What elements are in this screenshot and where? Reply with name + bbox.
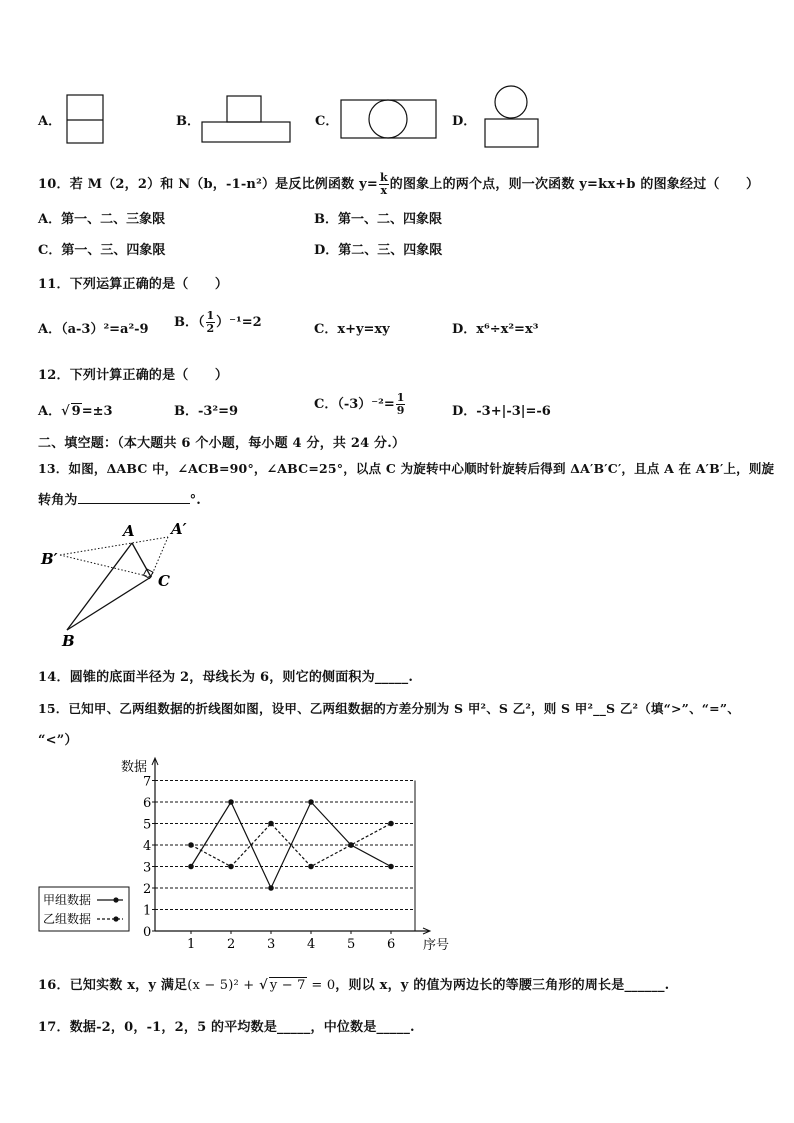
chart-y-axis-label: 数据 xyxy=(121,760,148,775)
q13-segment-b2c xyxy=(60,555,151,577)
chart-x-tick-label: 6 xyxy=(387,937,396,952)
legend-label-series-1: 甲组数据 xyxy=(43,893,92,907)
q12-stem: 12．下列计算正确的是（ ） xyxy=(38,368,229,383)
legend-marker-series-1 xyxy=(113,897,118,902)
q9-option-c-label: C． xyxy=(315,114,339,129)
chart-x-tick-label: 3 xyxy=(267,937,276,952)
chart-y-tick-label: 4 xyxy=(143,839,152,854)
q13-label-c: C xyxy=(158,572,170,590)
chart-y-tick-label: 0 xyxy=(143,925,152,940)
chart-point-series-2 xyxy=(388,821,394,827)
chart-y-tick-label: 5 xyxy=(143,817,152,833)
q13-label-b-prime: B′ xyxy=(41,550,58,568)
chart-y-tick-label: 1 xyxy=(143,903,152,919)
q9-option-b-figure xyxy=(200,95,294,145)
chart-x-tick-label: 2 xyxy=(227,937,236,952)
q16-stem: 16．已知实数 x，y 满足(x − 5)² + √ y − 7 = 0，则以 x，y 的值为两边长的等腰三角形的周长是______. xyxy=(38,978,670,993)
q13-label-a: A xyxy=(123,522,135,540)
q11-option-a: A．（a-3）²=a²-9 xyxy=(38,322,149,337)
q13-segment-a2c xyxy=(151,537,168,577)
q12-option-d: D．-3+|-3|=-6 xyxy=(452,404,551,419)
q12-option-c: C．（-3）⁻²= $\frac{1}{9}$ xyxy=(314,391,405,417)
chart-y-tick-label: 2 xyxy=(143,882,152,897)
chart-point-series-1 xyxy=(188,864,194,870)
chart-point-series-1 xyxy=(308,799,314,805)
chart-point-series-1 xyxy=(228,799,234,805)
q12-option-a: A．√ 9=±3 xyxy=(38,404,113,419)
q11-option-d: D．x⁶÷x²=x³ xyxy=(452,322,539,337)
q11-stem: 11．下列运算正确的是（ ） xyxy=(38,277,229,292)
legend-marker-series-2 xyxy=(113,916,118,921)
chart-point-series-2 xyxy=(228,864,234,870)
q15-stem-line1: 15．已知甲、乙两组数据的折线图如图，设甲、乙两组数据的方差分别为 S 甲²、S 乙²，则 S 甲²__S 乙²（填“>”、“=”、 xyxy=(38,701,740,716)
q13-stem-line2: 转角为 °. xyxy=(38,493,202,508)
q13-stem-line1: 13．如图，ΔABC 中，∠ACB=90°，∠ABC=25°，以点 C 为旋转中心顺时针旋转后得到 ΔA′B′C′，且点 A 在 A′B′上，则旋 xyxy=(38,461,775,476)
chart-x-tick-label: 1 xyxy=(187,937,196,952)
q9-option-c-figure xyxy=(340,98,440,142)
q13-segment-ab xyxy=(67,543,132,630)
q14-stem: 14．圆锥的底面半径为 2，母线长为 6，则它的侧面积为_____. xyxy=(38,670,414,685)
q11-option-b: B．（ $\frac{1}{2}$ ）⁻¹=2 xyxy=(174,309,262,335)
chart-point-series-2 xyxy=(308,864,314,870)
chart-y-tick-label: 7 xyxy=(143,774,152,790)
q13-segment-ac xyxy=(132,543,151,577)
chart-legend xyxy=(39,887,129,931)
chart-point-series-1 xyxy=(268,885,274,891)
q10-option-b: B．第一、二、四象限 xyxy=(314,212,442,227)
chart-y-tick-label: 3 xyxy=(143,860,152,876)
q15-line-chart xyxy=(35,755,465,955)
q13-segment-bc xyxy=(67,577,151,630)
chart-point-series-2 xyxy=(268,821,274,827)
chart-x-tick-label: 4 xyxy=(307,937,316,952)
q10-option-c: C．第一、三、四象限 xyxy=(38,243,166,258)
q9-option-d-label: D． xyxy=(452,114,477,129)
q9-option-a-label: A． xyxy=(38,114,62,129)
q13-triangle-figure xyxy=(38,515,198,650)
q13-answer-blank xyxy=(78,491,190,504)
q12-option-b: B．-3²=9 xyxy=(174,404,239,419)
legend-label-series-2: 乙组数据 xyxy=(43,912,92,926)
q15-stem-line2: “<”） xyxy=(38,733,78,748)
q13-segment-b2a2 xyxy=(60,537,168,555)
q9-option-b-label: B． xyxy=(176,114,200,129)
chart-x-axis-label: 序号 xyxy=(423,938,450,953)
q13-label-b: B xyxy=(62,632,75,650)
section-2-heading: 二、填空题：（本大题共 6 个小题，每小题 4 分，共 24 分.） xyxy=(38,436,406,451)
q10-option-d: D．第二、三、四象限 xyxy=(314,243,443,258)
q13-label-a-prime: A′ xyxy=(171,520,187,538)
chart-point-series-1 xyxy=(388,864,394,870)
chart-point-series-2 xyxy=(188,842,194,848)
q11-option-c: C．x+y=xy xyxy=(314,322,390,337)
q10-stem: 10．若 M（2，2）和 N（b，-1-n²）是反比例函数 y= $\frac{k}{x}$ 的图象上的两个点，则一次函数 y=kx+b 的图象经过（ ） xyxy=(38,171,760,197)
q9-option-a-figure xyxy=(66,94,106,144)
chart-x-tick-label: 5 xyxy=(347,937,356,952)
chart-point-series-2 xyxy=(348,842,354,848)
q9-option-d-figure xyxy=(482,85,542,149)
chart-y-tick-label: 6 xyxy=(143,796,152,811)
q10-option-a: A．第一、二、三象限 xyxy=(38,212,166,227)
q17-stem: 17．数据-2，0，-1，2，5 的平均数是_____，中位数是_____. xyxy=(38,1020,415,1035)
